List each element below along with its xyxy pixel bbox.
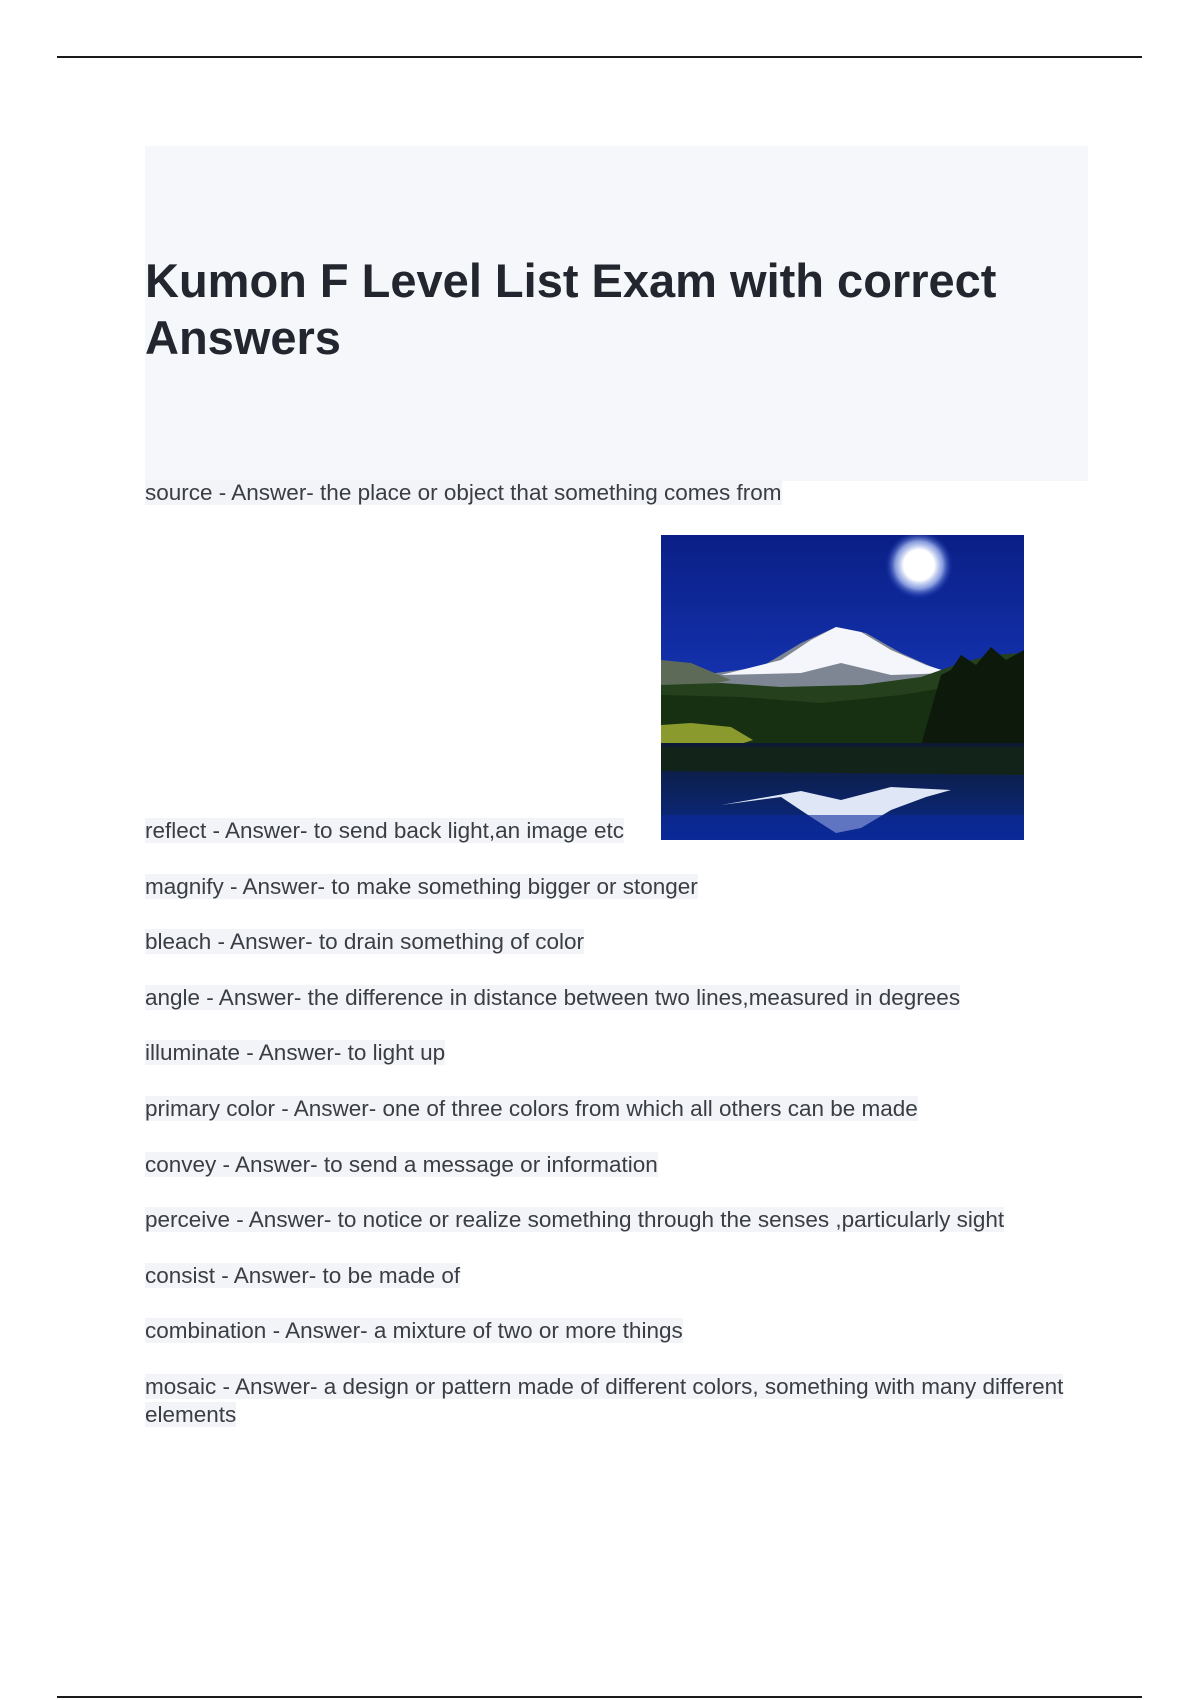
entry-text: illuminate - Answer- to light up	[145, 1040, 446, 1065]
entry-text: mosaic - Answer- a design or pattern made of different colors, something with many different elements	[145, 1374, 1064, 1427]
entry-text: bleach - Answer- to drain something of color	[145, 929, 584, 954]
entry-primary-color	[145, 1095, 918, 1123]
entry-text: angle - Answer- the difference in distance between two lines,measured in degrees	[145, 985, 961, 1010]
entry-text: combination - Answer- a mixture of two or more things	[145, 1318, 683, 1343]
entry-text: perceive - Answer- to notice or realize something through the senses ,particularly sight	[145, 1207, 1005, 1232]
entry-convey	[145, 1151, 658, 1179]
entry-bleach	[145, 928, 584, 956]
entry-text: source - Answer- the place or object that something comes from	[145, 480, 782, 505]
entry-perceive	[145, 1206, 1004, 1234]
entry-magnify	[145, 873, 698, 901]
mountain-lake-photo	[661, 535, 1024, 840]
entry-text: reflect - Answer- to send back light,an image etc	[145, 818, 624, 843]
entry-text: primary color - Answer- one of three colors from which all others can be made	[145, 1096, 918, 1121]
entry-angle	[145, 984, 960, 1012]
entry-consist	[145, 1262, 460, 1290]
entry-mosaic	[145, 1373, 1065, 1429]
entry-source	[145, 479, 782, 507]
bottom-rule	[57, 1696, 1142, 1698]
entry-text: convey - Answer- to send a message or information	[145, 1152, 658, 1177]
entry-reflect	[145, 817, 624, 845]
top-rule	[57, 56, 1142, 58]
document-title: Kumon F Level List Exam with correct Answers	[145, 254, 997, 364]
entry-text: magnify - Answer- to make something bigger or stonger	[145, 874, 698, 899]
entry-illuminate	[145, 1039, 445, 1067]
entry-combination	[145, 1317, 683, 1345]
entry-text: consist - Answer- to be made of	[145, 1263, 461, 1288]
